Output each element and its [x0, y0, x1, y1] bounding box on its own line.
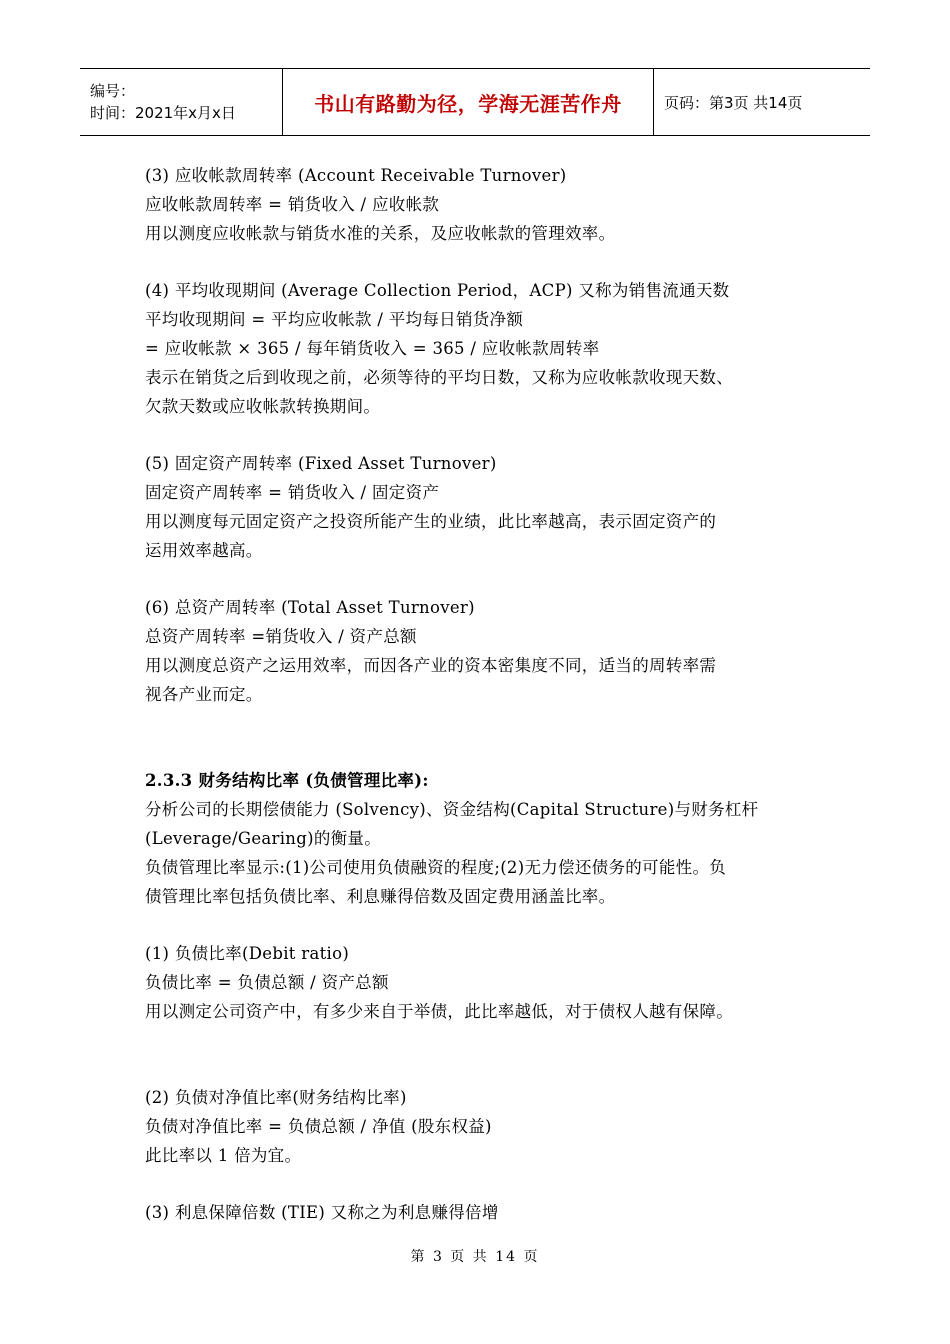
header-meta	[80, 69, 282, 135]
text-line: 应收帐款周转率 = 销货收入 / 应收帐款	[145, 195, 440, 214]
text-line: 欠款天数或应收帐款转换期间。	[145, 397, 381, 416]
text-line: (Leverage/Gearing)的衡量。	[145, 829, 382, 848]
page-header	[80, 68, 870, 136]
document-date-label: 时间：2021年x月x日	[90, 104, 236, 122]
paragraph-gap	[145, 421, 825, 449]
header-page-info-cell	[654, 69, 870, 135]
text-line: 分析公司的长期偿债能力 (Solvency)、资金结构(Capital Structure)与财务杠杆	[145, 800, 759, 819]
text-line: (3) 应收帐款周转率 (Account Receivable Turnover)	[145, 166, 567, 185]
text-line: 负债比率 = 负债总额 / 资产总额	[145, 973, 389, 992]
text-line: 总资产周转率 =销货收入 / 资产总额	[145, 627, 417, 646]
text-line: 负债对净值比率 = 负债总额 / 净值 (股东权益)	[145, 1117, 492, 1136]
header-motto-cell	[282, 69, 654, 135]
paragraph-gap	[145, 565, 825, 593]
paragraph-gap	[145, 911, 825, 939]
document-number-label: 编号：	[90, 82, 136, 100]
text-line: 用以测度应收帐款与销货水准的关系，及应收帐款的管理效率。	[145, 224, 616, 243]
paragraph-gap	[145, 1170, 825, 1198]
document-body	[145, 161, 825, 1227]
text-line: 平均收现期间 = 平均应收帐款 / 平均每日销货净额	[145, 310, 524, 329]
page-footer: 第 3 页 共 14 页	[410, 1249, 540, 1265]
text-line: (3) 利息保障倍数 (TIE) 又称之为利息赚得倍增	[145, 1203, 499, 1222]
text-line: 视各产业而定。	[145, 685, 263, 704]
text-line: 债管理比率包括负债比率、利息赚得倍数及固定费用涵盖比率。	[145, 887, 616, 906]
text-line: (5) 固定资产周转率 (Fixed Asset Turnover)	[145, 454, 497, 473]
section-gap	[145, 1026, 825, 1083]
text-line: (2) 负债对净值比率(财务结构比率)	[145, 1088, 407, 1107]
text-line: 用以测度每元固定资产之投资所能产生的业绩，此比率越高，表示固定资产的	[145, 512, 717, 531]
text-line: = 应收帐款 × 365 / 每年销货收入 = 365 / 应收帐款周转率	[145, 339, 600, 358]
text-line: 负债管理比率显示:(1)公司使用负债融资的程度;(2)无力偿还债务的可能性。负	[145, 858, 727, 877]
text-line: (4) 平均收现期间 (Average Collection Period，ACP) 又称为销售流通天数	[145, 281, 730, 300]
text-line: (1) 负债比率(Debit ratio)	[145, 944, 350, 963]
section-heading: 2.3.3 财务结构比率 (负债管理比率):	[145, 771, 429, 790]
text-line: 固定资产周转率 = 销货收入 / 固定资产	[145, 483, 440, 502]
header-motto: 书山有路勤为径，学海无涯苦作舟	[314, 91, 622, 116]
section-gap	[145, 709, 825, 766]
text-line: 用以测定公司资产中，有多少来自于举债，此比率越低，对于债权人越有保障。	[145, 1002, 733, 1021]
text-line: 此比率以 1 倍为宜。	[145, 1146, 302, 1165]
text-line: 用以测度总资产之运用效率，而因各产业的资本密集度不同，适当的周转率需	[145, 656, 717, 675]
text-line: 表示在销货之后到收现之前，必须等待的平均日数，又称为应收帐款收现天数、	[145, 368, 733, 387]
header-page-info: 页码：第3页 共14页	[664, 93, 803, 112]
text-line: (6) 总资产周转率 (Total Asset Turnover)	[145, 598, 475, 617]
text-line: 运用效率越高。	[145, 541, 263, 560]
paragraph-gap	[145, 248, 825, 276]
